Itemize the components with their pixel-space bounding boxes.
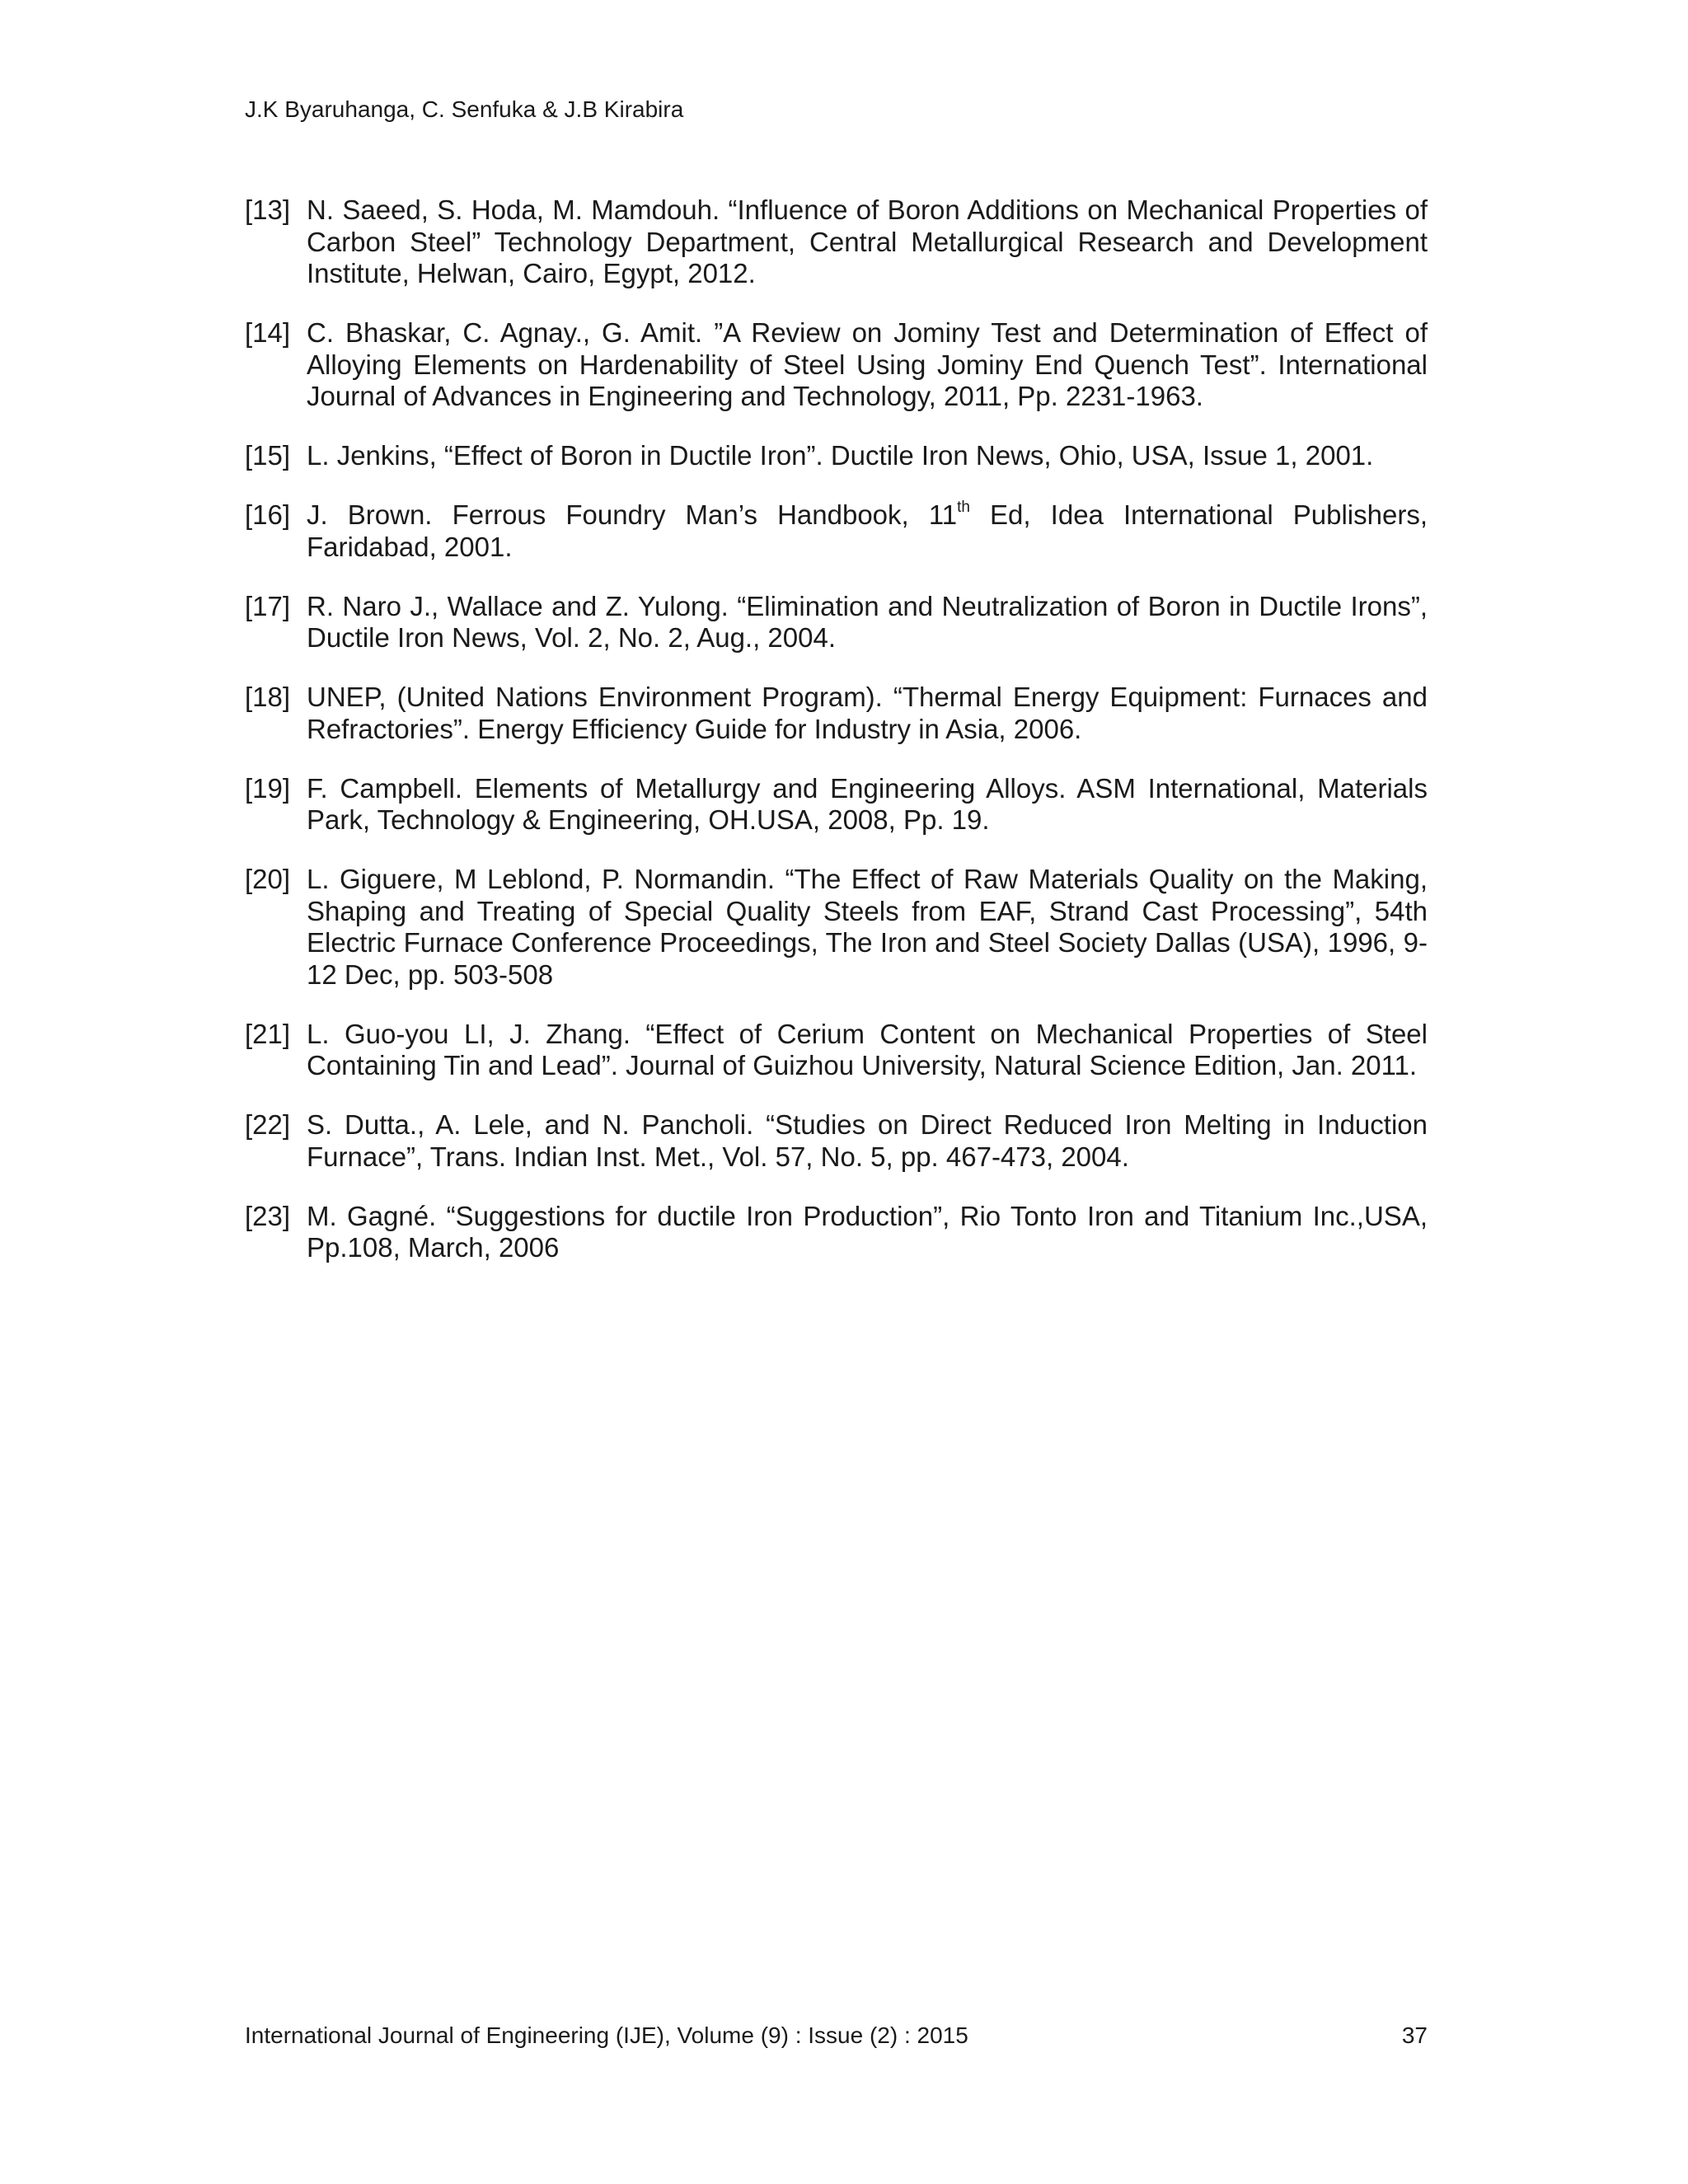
reference-text: S. Dutta., A. Lele, and N. Pancholi. “Studies on Direct Reduced Iron Melting in Induction Furnace”, Trans. Indian Inst. Met., Vol. 57, No. 5, pp. 467-473, 2004. xyxy=(307,1109,1428,1172)
reference-item-16 xyxy=(245,499,1428,563)
footer-journal-citation: International Journal of Engineering (IJE), Volume (9) : Issue (2) : 2015 xyxy=(245,2022,968,2048)
reference-number: [21] xyxy=(245,1018,291,1049)
reference-text: L. Giguere, M Leblond, P. Normandin. “The Effect of Raw Materials Quality on the Making, Shaping and Treating of Special Quality Steels from EAF, Strand Cast Processing”, 54th Electric Furnace Conference Proceedings, The Iron and Steel Society Dallas (USA), 1996, 9-12 Dec, pp. 503-508 xyxy=(307,864,1428,990)
reference-text xyxy=(307,499,1428,563)
reference-number: [22] xyxy=(245,1109,291,1140)
reference-text: L. Jenkins, “Effect of Boron in Ductile Iron”. Ductile Iron News, Ohio, USA, Issue 1, 2001. xyxy=(307,440,1374,471)
reference-text: L. Guo-you LI, J. Zhang. “Effect of Cerium Content on Mechanical Properties of Steel Containing Tin and Lead”. Journal of Guizhou University, Natural Science Edition, Jan. 2011. xyxy=(307,1018,1428,1080)
reference-number: [14] xyxy=(245,317,291,348)
reference-number: [18] xyxy=(245,682,291,712)
reference-text-start: J. Brown. Ferrous Foundry Man’s Handbook, 11 xyxy=(307,499,958,530)
page-number: 37 xyxy=(1401,2022,1428,2048)
reference-text: C. Bhaskar, C. Agnay., G. Amit. ”A Review on Jominy Test and Determination of Effect of Alloying Elements on Hardenability of Steel Using Jominy End Quench Test”. International Journal of Advances in Engineering and Technology, 2011, Pp. 2231-1963. xyxy=(307,317,1428,411)
ordinal-superscript: th xyxy=(957,499,970,516)
running-header-authors: J.K Byaruhanga, C. Senfuka & J.B Kirabira xyxy=(245,96,684,122)
reference-item-17 xyxy=(245,591,1428,654)
reference-text-end: Ed, Idea International Publishers, Faridabad, 2001. xyxy=(307,499,1428,562)
reference-item-14 xyxy=(245,317,1428,413)
reference-item-20 xyxy=(245,864,1428,991)
reference-text: R. Naro J., Wallace and Z. Yulong. “Elimination and Neutralization of Boron in Ductile Irons”, Ductile Iron News, Vol. 2, No. 2, Aug., 2004. xyxy=(307,590,1428,653)
reference-number: [20] xyxy=(245,864,291,894)
reference-text: UNEP, (United Nations Environment Program). “Thermal Energy Equipment: Furnaces and Refractories”. Energy Efficiency Guide for Industry in Asia, 2006. xyxy=(307,682,1428,744)
reference-text: N. Saeed, S. Hoda, M. Mamdouh. “Influence of Boron Additions on Mechanical Properties of Carbon Steel” Technology Department, Central Metallurgical Research and Development Institute, Helwan, Cairo, Egypt, 2012. xyxy=(307,194,1428,288)
reference-item-18 xyxy=(245,682,1428,745)
reference-number: [19] xyxy=(245,772,291,804)
reference-text: M. Gagné. “Suggestions for ductile Iron Production”, Rio Tonto Iron and Titanium Inc.,USA, Pp.108, March, 2006 xyxy=(307,1200,1428,1263)
reference-number: [13] xyxy=(245,194,291,225)
reference-number: [17] xyxy=(245,590,291,621)
reference-number: [23] xyxy=(245,1200,291,1231)
reference-item-23 xyxy=(245,1201,1428,1264)
page-footer xyxy=(245,2022,1428,2050)
reference-item-22 xyxy=(245,1109,1428,1173)
reference-list xyxy=(245,194,1428,1291)
reference-item-19 xyxy=(245,773,1428,837)
reference-item-13 xyxy=(245,194,1428,290)
reference-text: F. Campbell. Elements of Metallurgy and Engineering Alloys. ASM International, Materials Park, Technology & Engineering, OH.USA, 2008, Pp. 19. xyxy=(307,772,1428,835)
reference-number: [15] xyxy=(245,440,291,471)
reference-item-21 xyxy=(245,1019,1428,1082)
reference-number: [16] xyxy=(245,499,291,530)
reference-item-15 xyxy=(245,440,1428,472)
